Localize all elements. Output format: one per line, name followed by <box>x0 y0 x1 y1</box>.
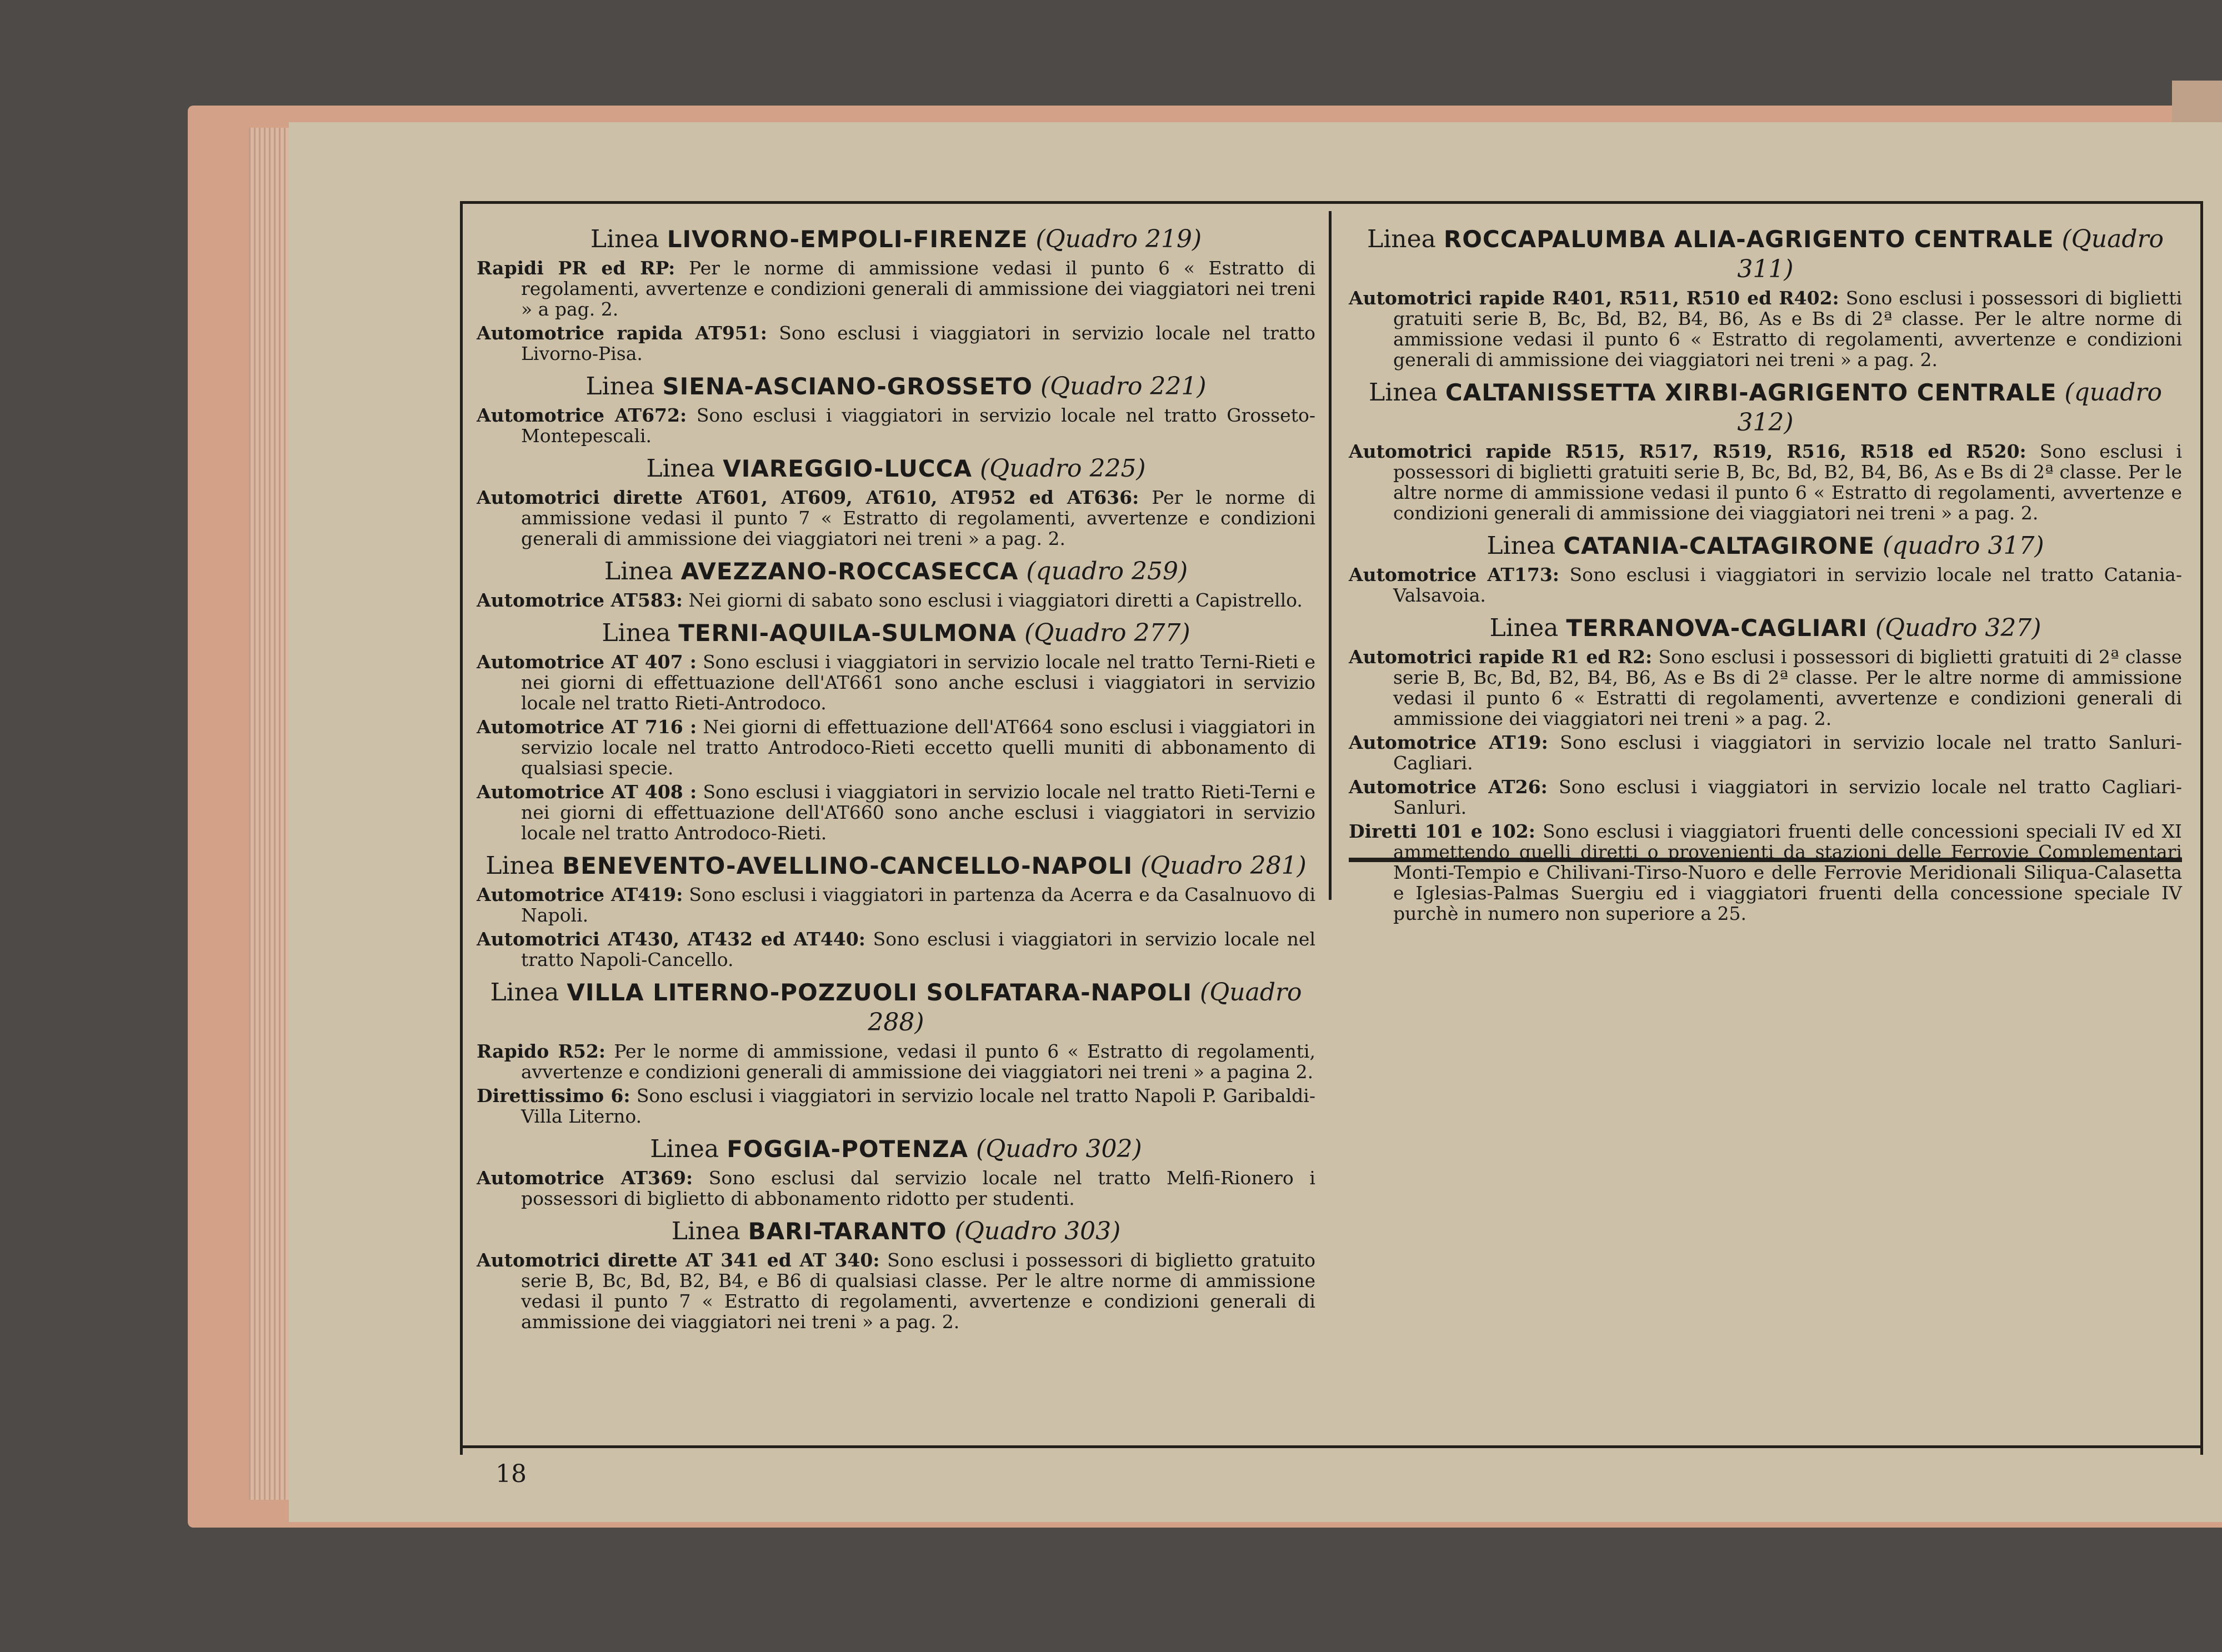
train-label: Automotrici rapide R401, R511, R510 ed R402: <box>1349 287 1839 309</box>
rule-entry <box>1349 732 2182 773</box>
section-title <box>1349 224 2182 284</box>
rule-entry <box>477 884 1315 925</box>
train-label: Automotrici dirette AT 341 ed AT 340: <box>477 1249 880 1271</box>
rule-text: Sono esclusi i viaggiatori in servizio locale nel tratto Napoli P. Garibaldi-Villa Literno. <box>521 1085 1315 1127</box>
route-name: CALTANISSETTA XIRBI-AGRIGENTO CENTRALE <box>1445 379 2057 406</box>
route-name: VILLA LITERNO-POZZUOLI SOLFATARA-NAPOLI <box>567 979 1193 1006</box>
section-title <box>477 557 1315 587</box>
rule-text: Sono esclusi dal servizio locale nel tratto Melfi-Rionero i possessori di biglietto di abbonamento ridotto per studenti. <box>521 1167 1315 1209</box>
route-name: BENEVENTO-AVELLINO-CANCELLO-NAPOLI <box>562 852 1133 879</box>
rule-text: Sono esclusi i viaggiatori in partenza da Acerra e da Casalnuovo di Napoli. <box>521 884 1316 926</box>
rule-entry <box>1349 564 2182 605</box>
rule-entry <box>477 323 1315 364</box>
rule-entry <box>477 652 1315 713</box>
section-title <box>1349 378 2182 438</box>
rule-text: Sono esclusi i possessori di biglietti gratuiti serie B, Bc, Bd, B2, B4, B6, As e Bs di 2ª classe. Per le altre norme di ammissione vedasi il punto 6 « Estratto di regolamenti, avvertenze e condizioni generali di ammissione dei viaggiatori nei treni » a pag. 2. <box>1393 287 2183 371</box>
quadro-ref: (Quadro 219) <box>1035 225 1202 253</box>
section-title <box>477 1134 1315 1164</box>
train-label: Automotrici rapide R515, R517, R519, R516, R518 ed R520: <box>1349 440 2026 462</box>
train-label: Automotrice AT 716 : <box>477 716 697 738</box>
rule-entry <box>477 1250 1315 1332</box>
rule-entry <box>477 782 1315 843</box>
rule-entry <box>477 1085 1315 1127</box>
line-prefix: Linea <box>490 978 559 1007</box>
quadro-ref: (Quadro 281) <box>1140 852 1307 880</box>
rule-entry <box>477 929 1315 970</box>
page-number: 18 <box>496 1460 527 1488</box>
train-label: Automotrici dirette AT601, AT609, AT610, AT952 ed AT636: <box>477 487 1139 508</box>
rule-entry <box>477 258 1315 319</box>
section-title <box>477 1217 1315 1246</box>
rule-entry <box>1349 821 2182 924</box>
line-prefix: Linea <box>1368 378 1438 407</box>
route-name: AVEZZANO-ROCCASECCA <box>680 558 1019 585</box>
rule-text: Sono esclusi i possessori di biglietto gratuito serie B, Bc, Bd, B2, B4, e B6 di qualsiasi classe. Per le altre norme di ammissione vedasi il punto 7 « Estratto di regolamenti, avvertenze e condizioni generali di ammissione dei viaggiatori nei treni » a pag. 2. <box>521 1249 1315 1333</box>
line-prefix: Linea <box>646 454 715 483</box>
rule-entry <box>477 590 1315 610</box>
train-label: Automotrice AT26: <box>1349 776 1548 798</box>
train-label: Automotrice AT19: <box>1349 732 1548 753</box>
train-label: Automotrice rapida AT951: <box>477 322 767 344</box>
quadro-ref: (Quadro 288) <box>868 978 1302 1037</box>
section-title <box>477 224 1315 254</box>
quadro-ref: (Quadro 311) <box>1737 225 2164 283</box>
quadro-ref: (Quadro 302) <box>976 1135 1142 1163</box>
line-prefix: Linea <box>604 557 673 585</box>
rule-text: Nei giorni di sabato sono esclusi i viaggiatori diretti a Capistrello. <box>688 589 1303 611</box>
quadro-ref: (Quadro 225) <box>979 454 1146 483</box>
rule-text: Sono esclusi i viaggiatori in servizio locale nel tratto Grosseto-Montepescali. <box>521 404 1315 447</box>
line-prefix: Linea <box>1487 532 1556 560</box>
rule-text: Per le norme di ammissione vedasi il punto 7 « Estratto di regolamenti, avvertenze e condizioni generali di ammissione dei viaggiatori nei treni » a pag. 2. <box>521 487 1315 549</box>
rule-entry <box>477 717 1315 778</box>
section-title <box>477 978 1315 1038</box>
bottom-rule <box>460 1445 2200 1448</box>
train-label: Diretti 101 e 102: <box>1349 820 1535 842</box>
rule-entry <box>477 1168 1315 1209</box>
line-prefix: Linea <box>585 372 655 401</box>
train-label: Automotrici AT430, AT432 ed AT440: <box>477 928 865 950</box>
rule-text: Per le norme di ammissione, vedasi il punto 6 « Estratto di regolamenti, avvertenze e condizioni generali di ammissione dei viaggiatori nei treni » a pagina 2. <box>521 1040 1316 1083</box>
train-label: Automotrici rapide R1 ed R2: <box>1349 646 1653 668</box>
train-label: Automotrice AT173: <box>1349 564 1559 585</box>
route-name: VIAREGGIO-LUCCA <box>723 455 972 482</box>
train-label: Automotrice AT369: <box>477 1167 693 1189</box>
rule-text: Sono esclusi i viaggiatori in servizio locale nel tratto Cagliari-Sanluri. <box>1393 776 2182 818</box>
route-name: TERRANOVA-CAGLIARI <box>1566 614 1868 642</box>
line-prefix: Linea <box>486 852 555 880</box>
rule-text: Sono esclusi i viaggiatori in servizio locale nel tratto Rieti-Terni e nei giorni di effettuazione dell'AT660 sono anche esclusi i viaggiatori in servizio locale nel tratto Antrodoco-Rieti. <box>521 781 1316 844</box>
section-title <box>477 372 1315 402</box>
quadro-ref: (Quadro 303) <box>954 1217 1121 1245</box>
line-prefix: Linea <box>1489 614 1559 642</box>
rule-text: Sono esclusi i viaggiatori in servizio locale nel tratto Napoli-Cancello. <box>521 928 1315 970</box>
rule-entry <box>477 487 1315 549</box>
line-prefix: Linea <box>1367 225 1436 253</box>
quadro-ref: (Quadro 277) <box>1024 619 1190 647</box>
rule-text: Sono esclusi i possessori di biglietti gratuiti di 2ª classe serie B, Bc, Bd, B2, B4, B6, As e Bs di 2ª classe. Per le altre norme di ammissione vedasi il punto 6 « Estratti di regolamenti, avvertenze e condizioni generali di ammissione dei viaggiatori nei treni » a pag. 2. <box>1393 646 2182 729</box>
rule-text: Sono esclusi i viaggiatori fruenti delle concessioni speciali IV ed XI ammettendo quelli diretti o provenienti da stazioni delle Ferrovie Complementari Monti-Tempio e Chilivani-Tirso-Nuoro e delle Ferrovie Meridionali Siliqua-Calasetta e Iglesias-Palmas Suergiu ed i viaggiatori fruenti della concessione speciale IV purchè in numero non superiore a 25. <box>1393 820 2182 924</box>
train-label: Automotrice AT583: <box>477 589 683 611</box>
train-label: Automotrice AT419: <box>477 884 683 905</box>
rule-entry <box>477 1041 1315 1082</box>
quadro-ref: (Quadro 327) <box>1875 614 2041 642</box>
route-name: SIENA-ASCIANO-GROSSETO <box>662 373 1033 400</box>
column-divider <box>1329 211 1332 900</box>
rule-entry <box>1349 647 2182 729</box>
quadro-ref: (quadro 259) <box>1026 557 1188 585</box>
route-name: TERNI-AQUILA-SULMONA <box>678 619 1017 647</box>
quadro-ref: (quadro 312) <box>1737 378 2162 437</box>
line-prefix: Linea <box>650 1135 719 1163</box>
quadro-ref: (quadro 317) <box>1882 532 2044 560</box>
rule-entry <box>477 405 1315 446</box>
line-prefix: Linea <box>590 225 659 253</box>
rule-text: Sono esclusi i viaggiatori in servizio locale nel tratto Terni-Rieti e nei giorni di effettuazione dell'AT661 sono anche esclusi i viaggiatori in servizio locale nel tratto Rieti-Antrodoco. <box>521 651 1315 714</box>
line-prefix: Linea <box>671 1217 740 1245</box>
train-label: Automotrice AT672: <box>477 404 687 426</box>
section-title <box>1349 531 2182 561</box>
section-title <box>477 618 1315 648</box>
section-title <box>1349 613 2182 643</box>
route-name: FOGGIA-POTENZA <box>727 1135 969 1163</box>
rule-entry <box>1349 441 2182 523</box>
rule-entry <box>1349 288 2182 370</box>
rule-text: Sono esclusi i viaggiatori in servizio locale nel tratto Sanluri-Cagliari. <box>1393 732 2182 774</box>
line-prefix: Linea <box>602 619 671 647</box>
route-name: LIVORNO-EMPOLI-FIRENZE <box>667 226 1028 253</box>
rule-text: Per le norme di ammissione vedasi il punto 6 « Estratto di regolamenti, avvertenze e condizioni generali di ammissione dei viaggiatori nei treni » a pag. 2. <box>521 257 1315 320</box>
train-label: Rapidi PR ed RP: <box>477 257 675 279</box>
section-title <box>477 851 1315 881</box>
train-label: Automotrice AT 408 : <box>477 781 697 803</box>
rule-entry <box>1349 777 2182 818</box>
rule-text: Sono esclusi i possessori di biglietti gratuiti serie B, Bc, Bd, B2, B4, B6, As e Bs di 2ª classe. Per le altre norme di ammissione vedasi il punto 6 « Estratto di regolamenti, avvertenze e condizioni generali di ammissione dei viaggiatori nei treni » a pag. 2. <box>1393 440 2183 524</box>
rule-text: Sono esclusi i viaggiatori in servizio locale nel tratto Livorno-Pisa. <box>521 322 1315 364</box>
right-column <box>1349 217 2182 927</box>
route-name: ROCCAPALUMBA ALIA-AGRIGENTO CENTRALE <box>1443 226 2054 253</box>
train-label: Rapido R52: <box>477 1040 606 1062</box>
section-title <box>477 454 1315 484</box>
rule-text: Nei giorni di effettuazione dell'AT664 sono esclusi i viaggiatori in servizio locale nel tratto Antrodoco-Rieti eccetto quelli muniti di abbonamento di qualsiasi specie. <box>521 716 1315 779</box>
left-column <box>477 217 1315 1335</box>
route-name: BARI-TARANTO <box>748 1218 947 1245</box>
rule-text: Sono esclusi i viaggiatori in servizio locale nel tratto Catania-Valsavoia. <box>1393 564 2182 606</box>
train-label: Direttissimo 6: <box>477 1085 630 1107</box>
route-name: CATANIA-CALTAGIRONE <box>1563 532 1875 559</box>
train-label: Automotrice AT 407 : <box>477 651 697 673</box>
quadro-ref: (Quadro 221) <box>1040 372 1207 401</box>
